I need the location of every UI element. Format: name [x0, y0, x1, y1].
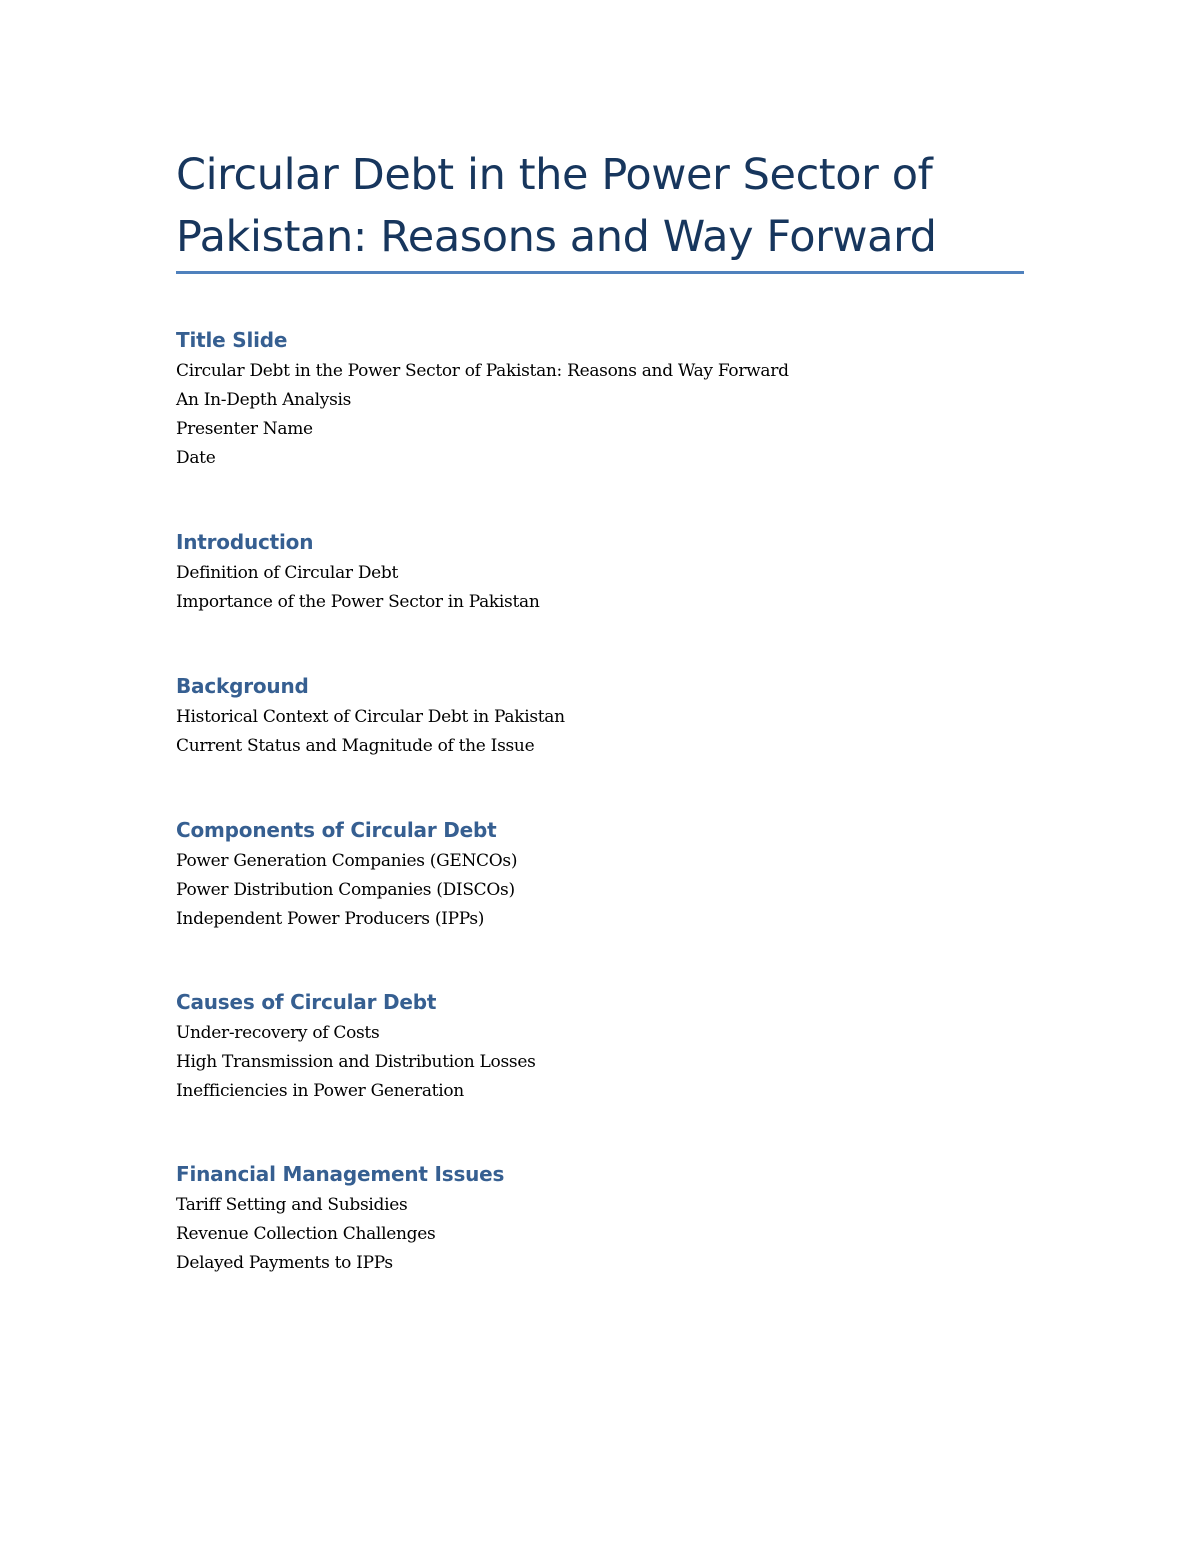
section-heading: Components of Circular Debt [176, 818, 497, 842]
list-item: Date [176, 448, 216, 468]
list-item: Power Distribution Companies (DISCOs) [176, 880, 515, 900]
list-item: Independent Power Producers (IPPs) [176, 909, 485, 929]
list-item: Under-recovery of Costs [176, 1023, 380, 1043]
section-list [176, 703, 1024, 761]
section-introduction [176, 527, 1024, 617]
list-item: Definition of Circular Debt [176, 563, 399, 583]
list-item: Presenter Name [176, 419, 313, 439]
section-heading: Title Slide [176, 328, 288, 352]
list-item: Circular Debt in the Power Sector of Pakistan: Reasons and Way Forward [176, 361, 789, 381]
list-item: Delayed Payments to IPPs [176, 1253, 393, 1273]
list-item: Revenue Collection Challenges [176, 1224, 436, 1244]
section-title-slide [176, 325, 1024, 473]
list-item: Inefficiencies in Power Generation [176, 1081, 464, 1101]
section-components [176, 815, 1024, 934]
section-list [176, 357, 1024, 473]
title-underline [176, 271, 1024, 274]
list-item: Importance of the Power Sector in Pakistan [176, 592, 540, 612]
section-heading: Introduction [176, 530, 314, 554]
document-title: Circular Debt in the Power Sector of Pakistan: Reasons and Way Forward [176, 150, 937, 262]
section-causes [176, 987, 1024, 1106]
section-financial-management [176, 1159, 1024, 1278]
section-list [176, 559, 1024, 617]
section-heading: Causes of Circular Debt [176, 990, 437, 1014]
list-item: Current Status and Magnitude of the Issue [176, 736, 535, 756]
section-list [176, 1019, 1024, 1106]
list-item: High Transmission and Distribution Losses [176, 1052, 536, 1072]
section-list [176, 847, 1024, 934]
section-background [176, 671, 1024, 761]
section-heading: Financial Management Issues [176, 1162, 505, 1186]
list-item: An In-Depth Analysis [176, 390, 352, 410]
section-list [176, 1191, 1024, 1278]
section-heading: Background [176, 674, 309, 698]
list-item: Historical Context of Circular Debt in Pakistan [176, 707, 565, 727]
list-item: Power Generation Companies (GENCOs) [176, 851, 518, 871]
list-item: Tariff Setting and Subsidies [176, 1195, 408, 1215]
